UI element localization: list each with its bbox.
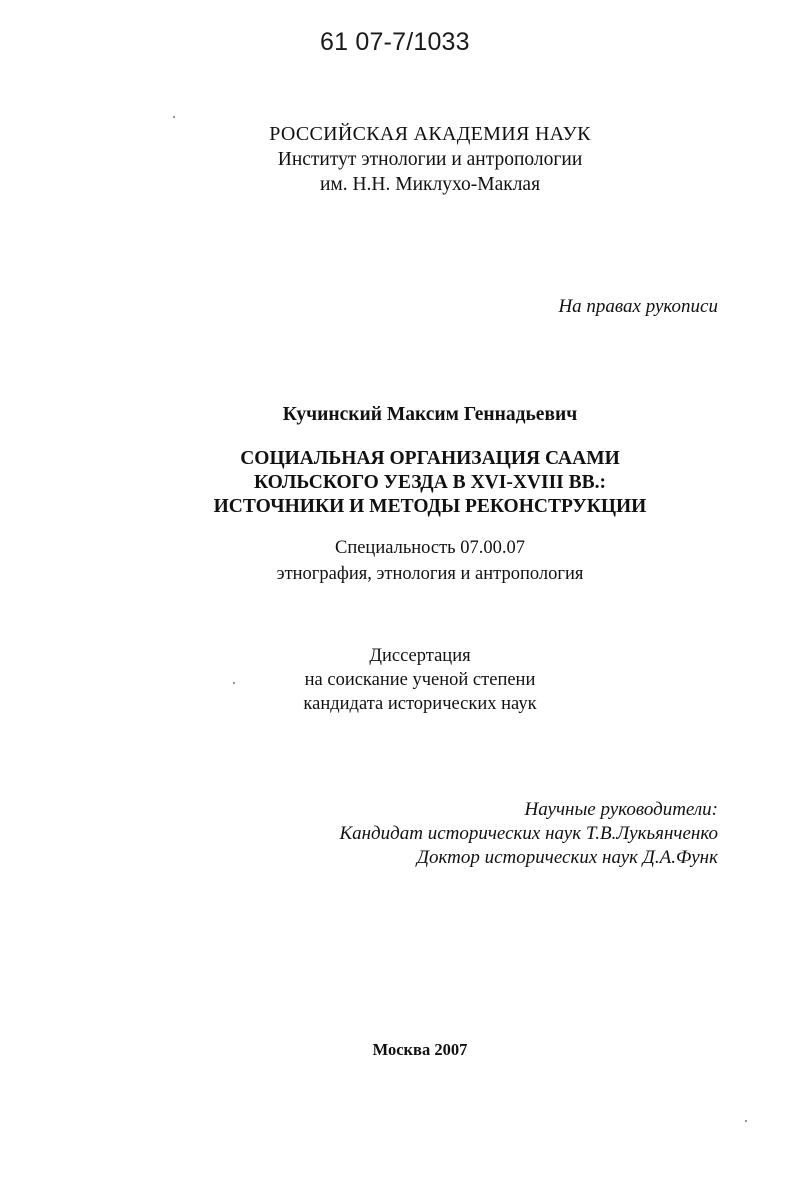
supervisors-heading: Научные руководители: xyxy=(524,799,718,820)
degree-name: кандидата исторических наук xyxy=(303,694,537,714)
supervisor-first: Кандидат исторических наук Т.В.Лукьянченко xyxy=(339,823,718,844)
stamp-number: 61 07-7/1033 xyxy=(320,28,470,56)
title-line-3: ИСТОЧНИКИ И МЕТОДЫ РЕКОНСТРУКЦИИ xyxy=(213,496,647,517)
scan-speck xyxy=(173,116,175,118)
supervisor-second: Доктор исторических наук Д.А.Функ xyxy=(416,847,718,868)
manuscript-rights-note: На правах рукописи xyxy=(558,296,718,317)
title-line-1: СОЦИАЛЬНАЯ ОРГАНИЗАЦИЯ СААМИ xyxy=(240,448,620,469)
scan-speck xyxy=(233,682,235,684)
degree-purpose: на соискание ученой степени xyxy=(304,670,536,690)
scan-speck xyxy=(745,1120,747,1122)
author-name: Кучинский Максим Геннадьевич xyxy=(282,404,578,425)
city-year: Москва 2007 xyxy=(372,1040,468,1059)
institute-name: Институт этнологии и антропологии xyxy=(277,149,583,170)
specialty-code: Специальность 07.00.07 xyxy=(334,538,525,558)
specialty-block xyxy=(130,535,730,587)
title-line-2: КОЛЬСКОГО УЕЗДА В XVI-XVIII ВВ.: xyxy=(254,472,606,493)
dissertation-label: Диссертация xyxy=(369,646,471,666)
dissertation-title xyxy=(130,447,730,519)
supervisors-block xyxy=(300,798,718,870)
academy-name: РОССИЙСКАЯ АКАДЕМИЯ НАУК xyxy=(269,123,591,145)
specialty-name: этнография, этнология и антропология xyxy=(276,564,584,584)
dissertation-block xyxy=(130,644,710,716)
organization-block xyxy=(150,122,710,197)
institute-named-after: им. Н.Н. Миклухо-Маклая xyxy=(319,174,541,195)
